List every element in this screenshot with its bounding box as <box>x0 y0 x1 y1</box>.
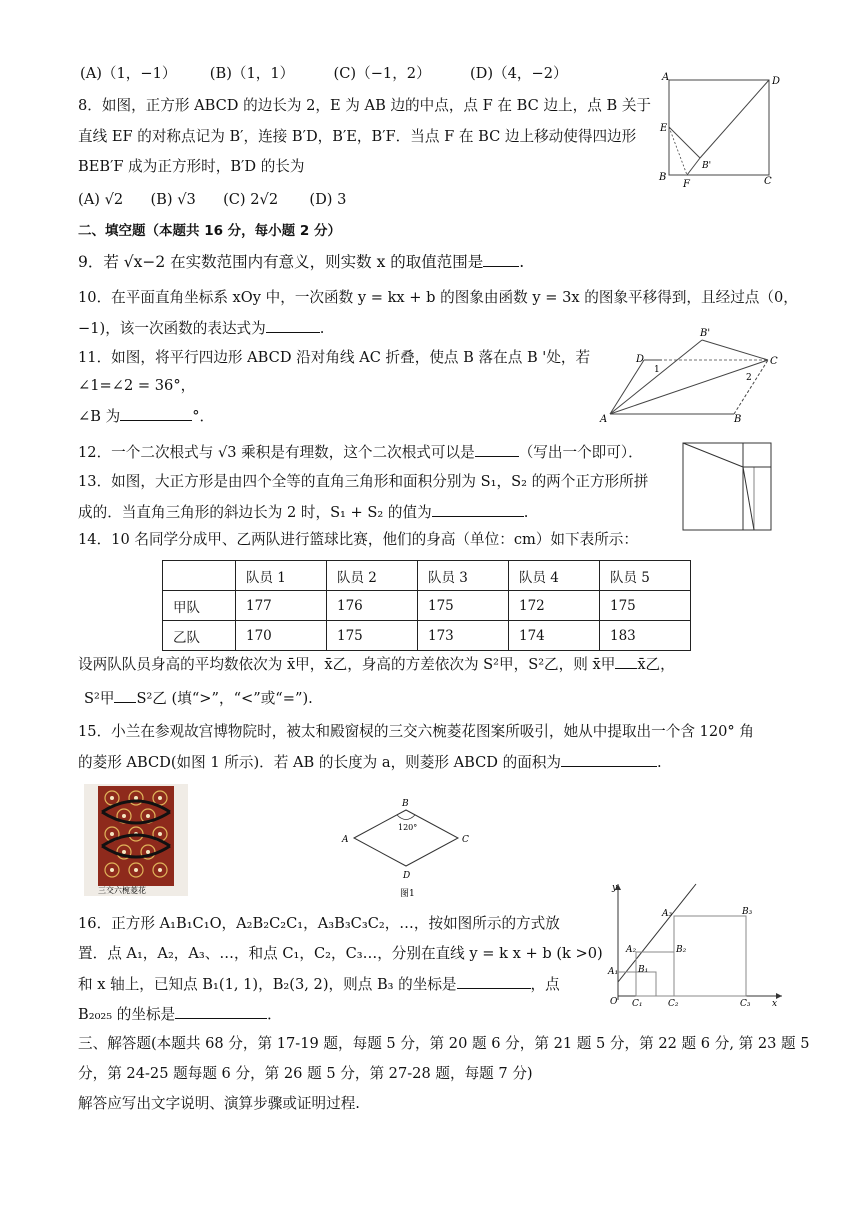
q13-line2: 成的．当直角三角形的斜边长为 2 时，S₁ + S₂ 的值为 . <box>78 504 529 521</box>
q16-line4-text: B₂₀₂₅ 的坐标是 <box>78 1006 176 1023</box>
q11-label-d: D <box>636 354 645 365</box>
q16-label-y: y <box>612 883 618 893</box>
q16-label-b2: B₂ <box>676 945 687 955</box>
q8-label-bprime: B' <box>702 161 712 171</box>
q16-label-a2: A₂ <box>626 945 637 955</box>
q15-line1: 15．小兰在参观故宫博物院时，被太和殿窗棂的三交六椀菱花图案所吸引，她从中提取出一个含 120° 角 <box>78 723 754 740</box>
q10-line2-text: −1)，该一次函数的表达式为 <box>78 320 266 337</box>
q11-line1: 11．如图，将平行四边形 ABCD 沿对角线 AC 折叠，使点 B 落在点 B '处，若 <box>78 349 591 366</box>
q15-label-c: C <box>462 835 469 845</box>
q11-line3-tail: °． <box>192 408 215 425</box>
q12-answer-blank[interactable] <box>475 442 519 457</box>
table-cell: 甲队 <box>163 591 236 621</box>
q10-line1: 10．在平面直角坐标系 xOy 中，一次函数 y = kx + b 的图象由函数 y = 3x 的图象平移得到，且经过点（0， <box>78 289 798 306</box>
q14-mean-answer-blank[interactable] <box>615 654 637 669</box>
table-cell: 175 <box>600 591 691 621</box>
table-header-cell: 队员 4 <box>509 561 600 591</box>
q15-answer-blank[interactable] <box>561 752 657 767</box>
table-header-cell: 队员 5 <box>600 561 691 591</box>
q16-line3-text: 和 x 轴上，已知点 B₁(1, 1)，B₂(3, 2)，则点 B₃ 的坐标是 <box>78 976 457 993</box>
q11-line3-text: ∠B 为 <box>78 408 121 425</box>
q16-label-c3: C₃ <box>740 999 751 1008</box>
q8-line1: 8．如图，正方形 ABCD 的边长为 2，E 为 AB 边的中点，点 F 在 BC 边上，点 B 关于 <box>78 97 652 114</box>
q16-label-b1: B₁ <box>638 965 649 975</box>
q16-line3-tail: ，点 <box>530 976 560 993</box>
q11-label-bprime: B' <box>700 328 711 339</box>
q15-label-b: B <box>402 799 409 809</box>
q14-intro: 14．10 名同学分成甲、乙两队进行篮球比赛，他们的身高（单位：cm）如下表所示： <box>78 531 638 548</box>
q8-label-f: F <box>683 179 690 190</box>
q13-line2-text: 成的．当直角三角形的斜边长为 2 时，S₁ + S₂ 的值为 <box>78 504 432 521</box>
table-header-cell: 队员 2 <box>327 561 418 591</box>
q8-label-b: B <box>659 172 667 183</box>
table-cell: 175 <box>327 621 418 651</box>
q11-line3 <box>78 406 214 427</box>
q7-option-d: (D)（4，−2） <box>469 65 568 82</box>
q14-line-a-tail: x̄乙， <box>637 656 675 673</box>
q7-options <box>80 64 568 84</box>
section-3-line1: 三、解答题(本题共 68 分，第 17-19 题，每题 5 分，第 20 题 6 分，第 21 题 5 分，第 22 题 6 分, 第 23 题 5 <box>78 1035 810 1052</box>
q11-parallelogram-figure <box>594 324 784 424</box>
q16-label-o: O <box>610 997 618 1007</box>
q14-line-b-head: S²甲 <box>84 690 115 707</box>
q14-variance-answer-blank[interactable] <box>114 688 136 703</box>
q16-b3-answer-blank[interactable] <box>457 974 531 989</box>
q8-label-c: C <box>764 176 772 187</box>
table-cell: 183 <box>600 621 691 651</box>
q14-line-b-mid: S²乙 (填“>”，“<”或“=”). <box>136 690 313 707</box>
q14-line-b <box>84 688 313 709</box>
q15-label-d: D <box>403 871 411 881</box>
q15-line2: 的菱形 ABCD(如图 1 所示)．若 AB 的长度为 a，则菱形 ABCD 的面积为 . <box>78 754 662 771</box>
section-3-line2: 分，第 24-25 题每题 6 分，第 26 题 5 分，第 27-28 题，每题 7 分) <box>78 1065 533 1082</box>
q14-line-a-text: 设两队队员身高的平均数依次为 x̄甲，x̄乙，身高的方差依次为 S²甲，S²乙，则 x̄甲 <box>78 656 616 673</box>
q13-answer-blank[interactable] <box>432 502 524 517</box>
q8-label-a: A <box>662 72 670 83</box>
q16-line2: 置．点 A₁，A₂，A₃、…，和点 C₁，C₂，C₃…，分别在直线 y = k x + b (k >0) <box>78 945 603 962</box>
q10-line2: −1)，该一次函数的表达式为 . <box>78 320 325 337</box>
lattice-photo-caption: 三交六椀菱花 <box>98 886 146 895</box>
q8-option-b: (B) √3 <box>150 191 196 208</box>
q8-option-c: (C) 2√2 <box>223 191 279 208</box>
q8-label-d: D <box>772 76 781 87</box>
q16-line4 <box>78 1004 282 1025</box>
q16-label-c1: C₁ <box>632 999 643 1008</box>
q14-line-a <box>78 654 675 675</box>
q8-option-d: (D) 3 <box>309 191 347 208</box>
q15-rhombus-figure <box>336 792 486 900</box>
section-3-instructions: 解答应写出文字说明、演算步骤或证明过程. <box>78 1095 360 1112</box>
q15-line2-text: 的菱形 ABCD(如图 1 所示)．若 AB 的长度为 a，则菱形 ABCD 的面积为 <box>78 754 562 771</box>
q16-line4-tail: ． <box>267 1006 282 1023</box>
table-header-cell <box>163 561 236 591</box>
table-cell: 173 <box>418 621 509 651</box>
q11-label-a: A <box>600 414 608 424</box>
table-header-row <box>163 561 691 591</box>
table-cell: 172 <box>509 591 600 621</box>
q16-label-a1: A₁ <box>608 967 619 977</box>
q13-line1: 13．如图，大正方形是由四个全等的直角三角形和面积分别为 S₁，S₂ 的两个正方形所拼 <box>78 473 649 490</box>
q16-label-x: x <box>772 999 778 1008</box>
q16-label-b3: B₃ <box>742 907 753 917</box>
q13-square-figure <box>682 442 772 532</box>
table-row <box>163 591 691 621</box>
table-cell: 176 <box>327 591 418 621</box>
q8-label-e: E <box>660 123 668 134</box>
lattice-photo <box>84 784 188 896</box>
table-cell: 177 <box>236 591 327 621</box>
table-cell: 175 <box>418 591 509 621</box>
q8-option-a: (A) √2 <box>78 191 124 208</box>
table-cell: 乙队 <box>163 621 236 651</box>
q14-height-table <box>162 560 691 651</box>
q8-options <box>78 190 346 210</box>
table-cell: 174 <box>509 621 600 651</box>
q15-label-angle: 120° <box>398 823 418 832</box>
q10-answer-blank[interactable] <box>266 318 320 333</box>
q8-square-figure <box>652 70 784 192</box>
q15-label-a: A <box>342 835 349 845</box>
q12-text: 12．一个二次根式与 √3 乘积是有理数，这个二次根式可以是 <box>78 444 475 461</box>
q7-option-a: (A)（1，−1） <box>80 65 177 82</box>
lattice-pattern <box>84 784 188 896</box>
q7-option-c: (C)（−1，2） <box>333 65 431 82</box>
q11-label-b: B <box>734 414 742 424</box>
q12 <box>78 442 643 463</box>
q16-line3 <box>78 974 560 995</box>
q9-answer-blank[interactable] <box>483 252 519 267</box>
table-header-cell: 队员 3 <box>418 561 509 591</box>
q15-figure-caption: 图1 <box>400 889 415 899</box>
q11-label-angle1: 1 <box>654 365 660 375</box>
q16-label-a3: A₃ <box>662 909 673 919</box>
q16-b2025-answer-blank[interactable] <box>175 1004 267 1019</box>
q11-answer-blank[interactable] <box>120 406 192 421</box>
q16-label-c2: C₂ <box>668 999 679 1008</box>
q7-option-b: (B)（1，1） <box>209 65 295 82</box>
q11-label-c: C <box>770 356 778 367</box>
q11-line2: ∠1=∠2 = 36°， <box>78 377 196 394</box>
section-2-title: 二、填空题（本题共 16 分，每小题 2 分） <box>78 223 341 239</box>
q11-label-angle2: 2 <box>746 373 752 383</box>
q16-squares-figure <box>592 878 788 1008</box>
q12-suffix: （写出一个即可）． <box>518 444 643 461</box>
q16-line1: 16．正方形 A₁B₁C₁O，A₂B₂C₂C₁，A₃B₃C₃C₂，…，按如图所示的方式放 <box>78 915 560 932</box>
q9-text: 9．若 √x−2 在实数范围内有意义，则实数 x 的取值范围是 <box>78 253 484 271</box>
q8-line2: 直线 EF 的对称点记为 B′，连接 B′D，B′E，B′F．当点 F 在 BC 边上移动使得四边形 <box>78 128 637 145</box>
q9: 9．若 √x−2 在实数范围内有意义，则实数 x 的取值范围是 . <box>78 253 525 271</box>
table-row <box>163 621 691 651</box>
q8-line3: BEB′F 成为正方形时，B′D 的长为 <box>78 158 305 175</box>
table-header-cell: 队员 1 <box>236 561 327 591</box>
table-cell: 170 <box>236 621 327 651</box>
